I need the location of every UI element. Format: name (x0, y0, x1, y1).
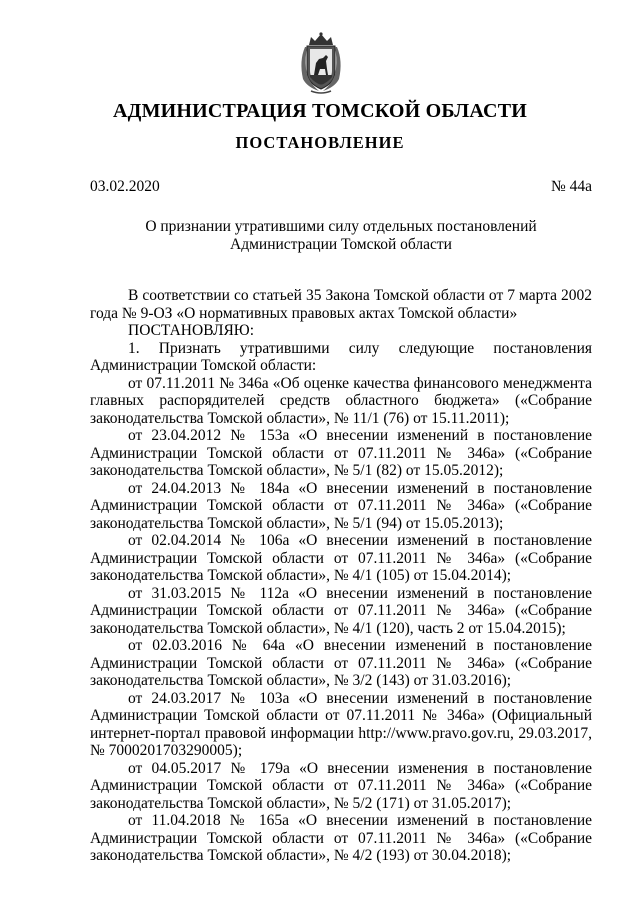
preamble-paragraph: В соответствии со статьей 35 Закона Томской области от 7 марта 2002 года № 9-ОЗ «О нормативных правовых актах Томской области» (90, 287, 592, 322)
resolve-heading: ПОСТАНОВЛЯЮ: (128, 322, 255, 339)
document-type: ПОСТАНОВЛЕНИЕ (235, 133, 405, 152)
list-item: от 11.04.2018 № 165а «О внесении изменений в постановление Администрации Томской области от 07.11.2011 № 346а» («Собрание законодательства Томской области», № 4/2 (193) от 30.04.2018); (90, 812, 592, 864)
subject-line-2: Администрации Томской области (230, 236, 452, 253)
list-item: от 24.03.2017 № 103а «О внесении изменений в постановление Администрации Томской области от 07.11.2011 № 346а» (Официальный интернет-портал правовой информации http://www.pravo.gov.ru, 29.03.2017, № 7000201703290005); (90, 689, 592, 759)
tomsk-region-coat-of-arms-icon (297, 31, 345, 95)
subject-line-1: О признании утратившими силу отдельных постановлений (145, 218, 537, 235)
document-body (90, 287, 592, 865)
list-item: от 02.03.2016 № 64а «О внесении изменений в постановление Администрации Томской области от 07.11.2011 № 346а» («Собрание законодательства Томской области», № 3/2 (143) от 31.03.2016); (90, 637, 592, 689)
organization-name: АДМИНИСТРАЦИЯ ТОМСКОЙ ОБЛАСТИ (112, 100, 528, 122)
list-item: от 31.03.2015 № 112а «О внесении изменений в постановление Администрации Томской области от 07.11.2011 № 346а» («Собрание законодательства Томской области», № 4/1 (120), часть 2 от 15.04.2015); (90, 584, 592, 637)
list-item: от 04.05.2017 № 179а «О внесении изменения в постановление Администрации Томской области от 07.11.2011 № 346а» («Собрание законодательства Томской области», № 5/2 (171) от 31.05.2017); (90, 759, 592, 812)
list-item: от 07.11.2011 № 346а «Об оценке качества финансового менеджмента главных распорядителей средств областного бюджета» («Собрание законодательства Томской области», № 11/1 (76) от 15.11.2011); (90, 374, 592, 427)
document-number: № 44а (550, 178, 592, 195)
list-item: от 23.04.2012 № 153а «О внесении изменений в постановление Администрации Томской области от 07.11.2011 № 346а» («Собрание законодательства Томской области», № 5/1 (82) от 15.05.2012); (90, 427, 592, 479)
list-item: от 02.04.2014 № 106а «О внесении изменений в постановление Администрации Томской области от 07.11.2011 № 346а» («Собрание законодательства Томской области», № 4/1 (105) от 15.04.2014); (90, 532, 592, 584)
list-item: от 24.04.2013 № 184а «О внесении изменений в постановление Администрации Томской области от 07.11.2011 № 346а» («Собрание законодательства Томской области», № 5/1 (94) от 15.05.2013); (90, 479, 592, 532)
document-date: 03.02.2020 (90, 178, 160, 195)
point-1-paragraph: 1. Признать утратившими силу следующие постановления Администрации Томской области: (90, 339, 592, 374)
document-subject (90, 218, 592, 254)
